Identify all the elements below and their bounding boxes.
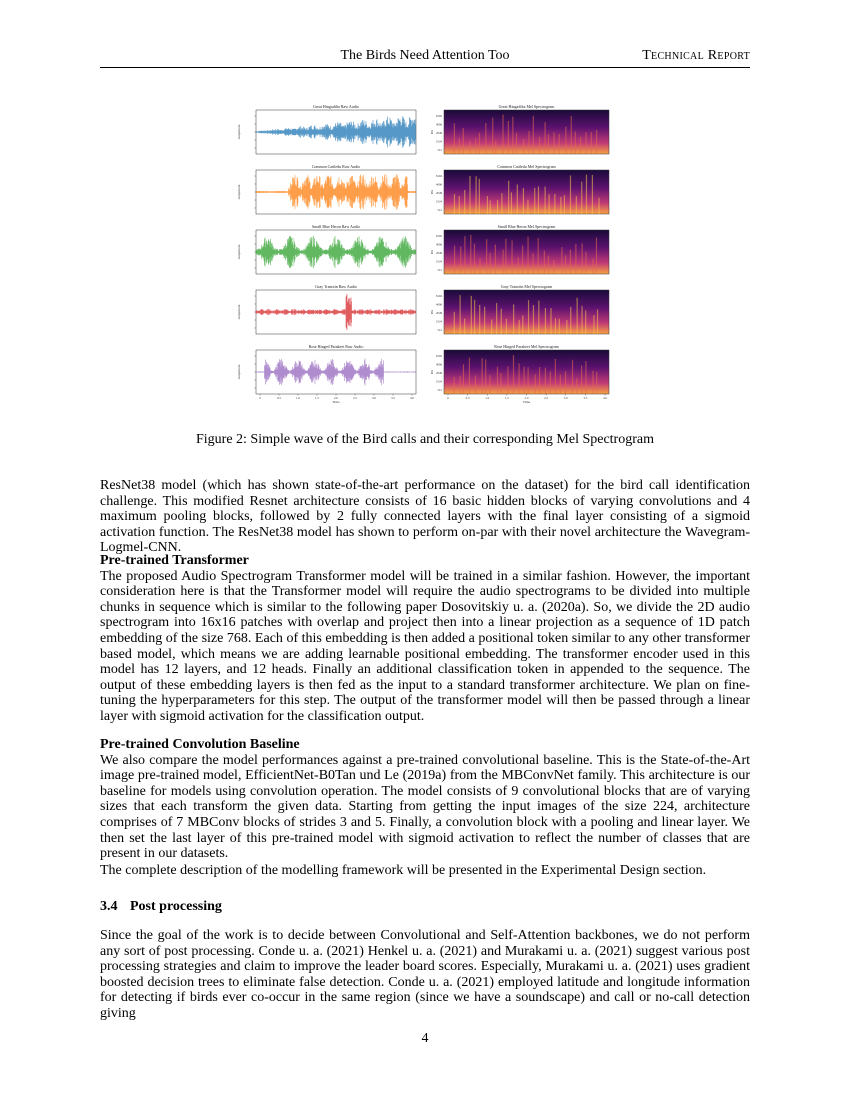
wave-y-label: Amplitude — [237, 244, 241, 260]
x-axis-label: Time — [332, 400, 340, 404]
report-type: Technical Report — [642, 48, 750, 63]
spectrogram-tick-label: 2048 — [436, 131, 442, 135]
spectrogram-panel-title: Gray Tranotin Mel Spectrogram — [500, 284, 553, 289]
x-axis-label: Time — [522, 400, 531, 404]
spectrogram-tick-label: 1024 — [436, 319, 442, 324]
wave-panel-title: Rose Hinged Parakeet Raw Audio — [308, 344, 364, 349]
paragraph-text: ResNet38 model (which has shown state-of-the-art performance on the dataset) for the bird call identification challenge. This modified Resnet architecture consists of 16 basic hidden blocks of varying convolutions and 4 maximum pooling blocks, followed by 2 fully connected layers with the final layer consisting of a sigmoid activation function. The ResNet38 model has shown to perform on-par with their novel architecture the Wavegram-Logmel-CNN. — [100, 478, 750, 556]
x-tick-label: 0.5 — [277, 396, 281, 400]
paragraph-complete — [100, 863, 750, 879]
x-tick-label: 1.0 — [485, 396, 490, 400]
spectrogram-tick-label: 1024 — [436, 259, 442, 264]
x-tick-label: 4.0 — [410, 396, 414, 400]
spectrogram-panel — [444, 350, 609, 394]
paragraph-resnet — [100, 478, 750, 556]
spectrogram-y-label: Hz — [430, 249, 434, 255]
spectrogram-tick-label: 8192 — [436, 354, 442, 358]
x-tick-label: 1.0 — [296, 396, 300, 400]
section-heading — [100, 899, 222, 915]
spectrogram-panel — [444, 290, 609, 334]
spectrogram-tick-label: 4096 — [436, 182, 442, 187]
spectrogram-y-label: Hz — [430, 369, 434, 375]
paragraph-text: Since the goal of the work is to decide between Convolutional and Self-Attention backbones, we do not perform any sort of post processing. Conde u. a. (2021) Henkel u. a. (2021) and Murakami u. a. (2021) suggest various post processing strategies and claim to improve the leader board scores. Especially, Murakami u. a. (2021) uses gradient boosted decision trees to eliminate false detection. Conde u. a. (2021) employed latitude and longitude information for detecting if birds ever co-occur in the same region (since we have a soundscape) and call or no-call detection giving — [100, 928, 750, 1021]
spectrogram-tick-label: 4096 — [436, 302, 442, 307]
x-tick-label: 3.0 — [563, 396, 568, 400]
paragraph-text: The proposed Audio Spectrogram Transformer model will be trained in a similar fashion. However, the important consideration here is that the Transformer model will require the audio spectrograms to be divided into multiple chunks in sequence which is similar to the following paper Dosovitskiy u. a. (2020a). So, we divide the 2D audio spectrogram into 16x16 patches with overlap and project then into a linear projection as a sequence of 1D patch embedding of the size 768. Each of this embedding is then added a positional token similar to any other transformer based model, which means we are adding learnable positional embedding. The transformer encoder used in this model has 12 layers, and 12 heads. Finally an additional classification token in appended to the sequence. The output of these embedding layers is then fed as the input to a standard transformer architecture. We plan on fine-tuning the hyperparameters for this step. The output of the transformer model will then be passed through a linear layer with sigmoid activation for the classification output. — [100, 568, 750, 724]
wave-y-label: Amplitude — [237, 364, 241, 380]
page-header — [100, 47, 750, 68]
spectrogram-tick-label: 8192 — [436, 294, 442, 298]
spectrogram-tick-label: 8192 — [436, 234, 442, 238]
wave-panel-title: Great Hingadilta Raw Audio — [313, 104, 359, 109]
spectrogram-tick-label: 2048 — [436, 371, 442, 375]
wave-panel-title: Small Blue Heron Raw Audio — [312, 224, 360, 229]
spectrogram-panel-title: Rose Hinged Parakeet Mel Spectrogram — [494, 344, 559, 349]
spectrogram-tick-label: 512 — [437, 208, 442, 212]
x-tick-label: 0.5 — [465, 396, 470, 400]
figure-panels — [226, 100, 626, 420]
subsection-heading: Pre-trained Transformer — [100, 553, 249, 568]
x-tick-label: 1.5 — [315, 396, 319, 400]
spectrogram-tick-label: 4096 — [436, 242, 442, 247]
wave-y-label: Amplitude — [237, 124, 241, 140]
x-tick-label: 4.0 — [603, 396, 607, 400]
section-title: Post processing — [130, 899, 222, 914]
spectrogram-tick-label: 1024 — [436, 379, 442, 384]
x-tick-label: 1.5 — [504, 396, 509, 400]
spectrogram-panel — [444, 110, 609, 154]
spectrogram-panel-title: Small Blue Heron Mel Spectrogram — [497, 224, 556, 229]
spectrogram-panel — [444, 230, 609, 274]
spectrogram-tick-label: 2048 — [436, 251, 442, 255]
x-tick-label: 0 — [447, 396, 449, 400]
wave-y-label: Amplitude — [237, 184, 241, 200]
wave-panel-title: Common Cattledu Raw Audio — [311, 164, 361, 169]
spectrogram-tick-label: 512 — [437, 328, 442, 332]
x-tick-label: 2.5 — [544, 396, 549, 400]
section-number: 3.4 — [100, 899, 118, 914]
spectrogram-y-label: Hz — [430, 309, 434, 315]
spectrogram-tick-label: 8192 — [436, 114, 442, 118]
x-tick-label: 2.5 — [353, 396, 357, 400]
running-title: The Birds Need Attention Too — [340, 48, 510, 63]
spectrogram-tick-label: 512 — [437, 148, 442, 152]
figure-caption: Figure 2: Simple wave of the Bird calls and their corresponding Mel Spectrogram — [195, 432, 654, 447]
x-tick-label: 2.0 — [524, 396, 529, 400]
x-tick-label: 3.5 — [391, 396, 395, 400]
spectrogram-tick-label: 4096 — [436, 122, 442, 127]
x-tick-label: 3.0 — [372, 396, 376, 400]
spectrogram-tick-label: 1024 — [436, 139, 442, 144]
x-tick-label: 3.5 — [583, 396, 588, 400]
wave-panel-title: Gray Tranotin Raw Audio — [315, 284, 357, 289]
paragraph-text: The complete description of the modelling framework will be presented in the Experimental Design section. — [100, 863, 707, 878]
spectrogram-y-label: Hz — [430, 129, 434, 135]
spectrogram-tick-label: 8192 — [436, 174, 442, 178]
spectrogram-tick-label: 512 — [437, 268, 442, 272]
wave-y-label: Amplitude — [237, 304, 241, 320]
spectrogram-tick-label: 1024 — [436, 199, 442, 204]
paragraph-text: We also compare the model performances against a pre-trained convolutional baseline. This is the State-of-the-Art image pre-trained model, EfficientNet-B0Tan und Le (2019a) from the MBConvNet family. This architecture is our baseline for models using convolution operation. The model consists of 9 convolutional blocks that are of varying sizes that each transform the given data. Starting from getting the input images of the size 224, architecture comprises of 7 MBConv blocks of strides 3 and 5. Finally, a convolution block with a pooling and linear layer. We then set the last layer of this pre-trained model with sigmoid activation to reflect the number of classes that are present in our datasets. — [100, 752, 750, 862]
spectrogram-tick-label: 2048 — [436, 191, 442, 195]
subsection-heading: Pre-trained Convolution Baseline — [100, 737, 300, 752]
x-tick-label: 2.0 — [334, 396, 338, 400]
figure-2 — [226, 100, 626, 420]
page-number: 4 — [421, 1031, 429, 1046]
spectrogram-y-label: Hz — [430, 189, 434, 195]
x-tick-label: 0 — [259, 396, 261, 400]
paragraph-post — [100, 928, 750, 1022]
spectrogram-tick-label: 512 — [437, 388, 442, 392]
spectrogram-panel-title: Common Cattledu Mel Spectrogram — [497, 164, 556, 169]
subsection-transformer — [100, 553, 750, 725]
spectrogram-tick-label: 2048 — [436, 311, 442, 315]
spectrogram-panel — [444, 170, 609, 214]
spectrogram-tick-label: 4096 — [436, 362, 442, 367]
spectrogram-panel-title: Great Hingadilta Mel Spectrogram — [498, 104, 555, 109]
subsection-conv — [100, 737, 750, 862]
